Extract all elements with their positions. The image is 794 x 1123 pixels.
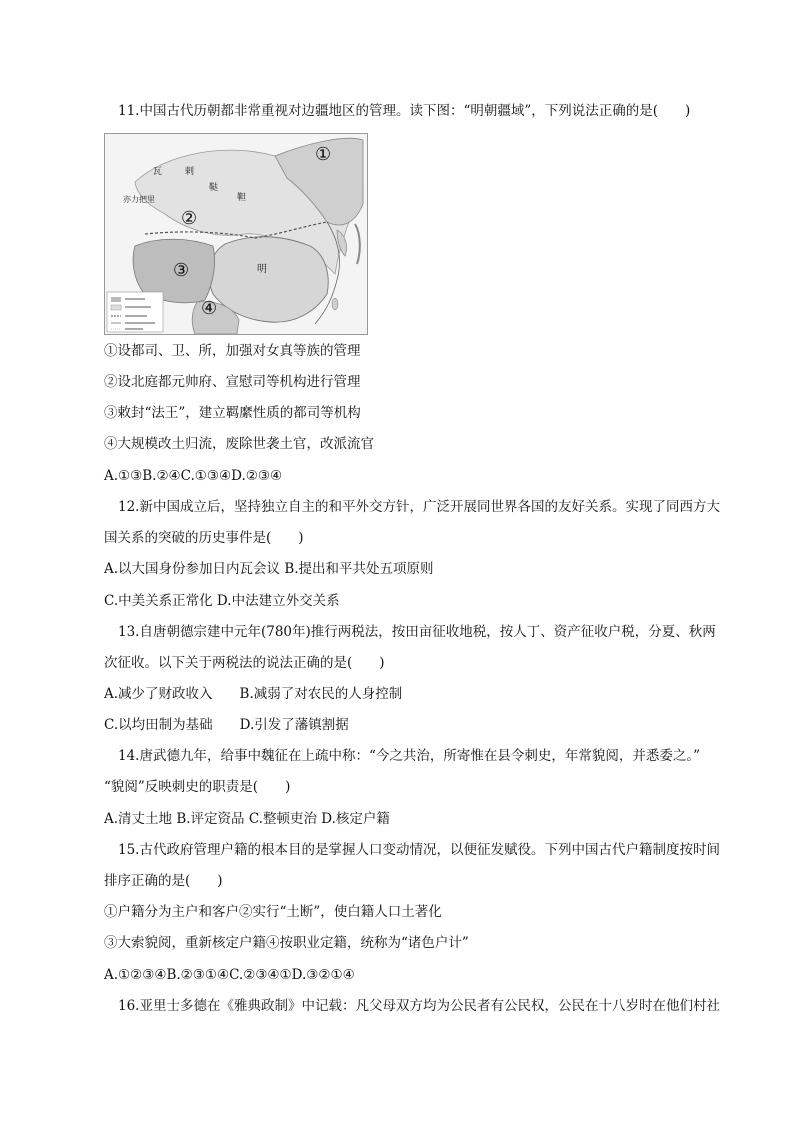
q11-item-3: ③敕封“法王”，建立羁縻性质的都司等机构 — [104, 405, 361, 421]
q13-options-line1: A.减少了财政收入 B.减弱了对农民的人身控制 — [104, 686, 403, 702]
q11-item-2: ②设北庭都元帅府、宣慰司等机构进行管理 — [104, 374, 361, 390]
map-legend — [107, 292, 163, 332]
map-label-dan: 靼 — [237, 193, 247, 203]
map-label-da: 鞑 — [209, 183, 219, 193]
q13-stem-line2: 次征收。以下关于两税法的说法正确的是( ) — [104, 655, 385, 671]
q15-item-line1: ①户籍分为主户和客户②实行“土断”，使白籍人口土著化 — [104, 904, 442, 920]
q11-item-1: ①设都司、卫、所，加强对女真等族的管理 — [104, 343, 361, 359]
q14-stem-line1: 14.唐武德九年，给事中魏征在上疏中称：“今之共治，所寄惟在县令刺史，年常貌阅，并悉委之。” — [118, 748, 701, 764]
ming-territory-map — [104, 133, 368, 335]
q16-stem-line1: 16.亚里士多德在《雅典政制》中记载：凡父母双方均为公民者有公民权，公民在十八岁时在他们村社 — [118, 998, 720, 1014]
q14-options: A.清丈土地 B.评定资品 C.整顿吏治 D.核定户籍 — [104, 811, 390, 827]
map-label-ming: 明 — [257, 264, 267, 275]
q12-options-line1: A.以大国身份参加日内瓦会议 B.提出和平共处五项原则 — [104, 561, 434, 577]
q11-item-4: ④大规模改土归流，废除世袭土官，改派流官 — [104, 436, 374, 452]
map-marker-4: ④ — [201, 298, 218, 319]
q15-stem-line1: 15.古代政府管理户籍的根本目的是掌握人口变动情况，以便征发赋役。下列中国古代户籍制度按时间 — [118, 842, 720, 858]
map-drawing — [105, 134, 367, 334]
q15-item-line2: ③大索貌阅，重新核定户籍④按职业定籍，统称为“诸色户计” — [104, 935, 469, 951]
map-marker-1: ① — [315, 144, 332, 165]
q13-options-line2: C.以均田制为基础 D.引发了藩镇割据 — [104, 717, 349, 733]
q12-stem-line1: 12.新中国成立后，坚持独立自主的和平外交方针，广泛开展同世界各国的友好关系。实现了同西方大 — [118, 499, 720, 515]
map-label-la: 剌 — [185, 167, 195, 177]
q12-stem-line2: 国关系的突破的历史事件是( ) — [104, 530, 304, 546]
map-marker-2: ② — [181, 208, 198, 229]
q14-stem-line2: “貌阅”反映刺史的职责是( ) — [104, 779, 291, 795]
q15-stem-line2: 排序正确的是( ) — [104, 873, 223, 889]
q11-stem: 11.中国古代历朝都非常重视对边疆地区的管理。读下图：“明朝疆域”，下列说法正确的是( ) — [118, 103, 691, 119]
map-label-wa: 瓦 — [153, 167, 163, 177]
q15-options: A.①②③④B.②③①④C.②③④①D.③②①④ — [104, 967, 355, 983]
q11-options: A.①③B.②④C.①③④D.②③④ — [104, 468, 283, 484]
q12-options-line2: C.中美关系正常化 D.中法建立外交关系 — [104, 593, 340, 609]
q13-stem-line1: 13.自唐朝德宗建中元年(780年)推行两税法，按田亩征收地税，按人丁、资产征收户税，分夏、秋两 — [118, 624, 716, 640]
map-marker-3: ③ — [173, 260, 190, 281]
map-label-yilibali: 亦力把里 — [123, 195, 155, 204]
